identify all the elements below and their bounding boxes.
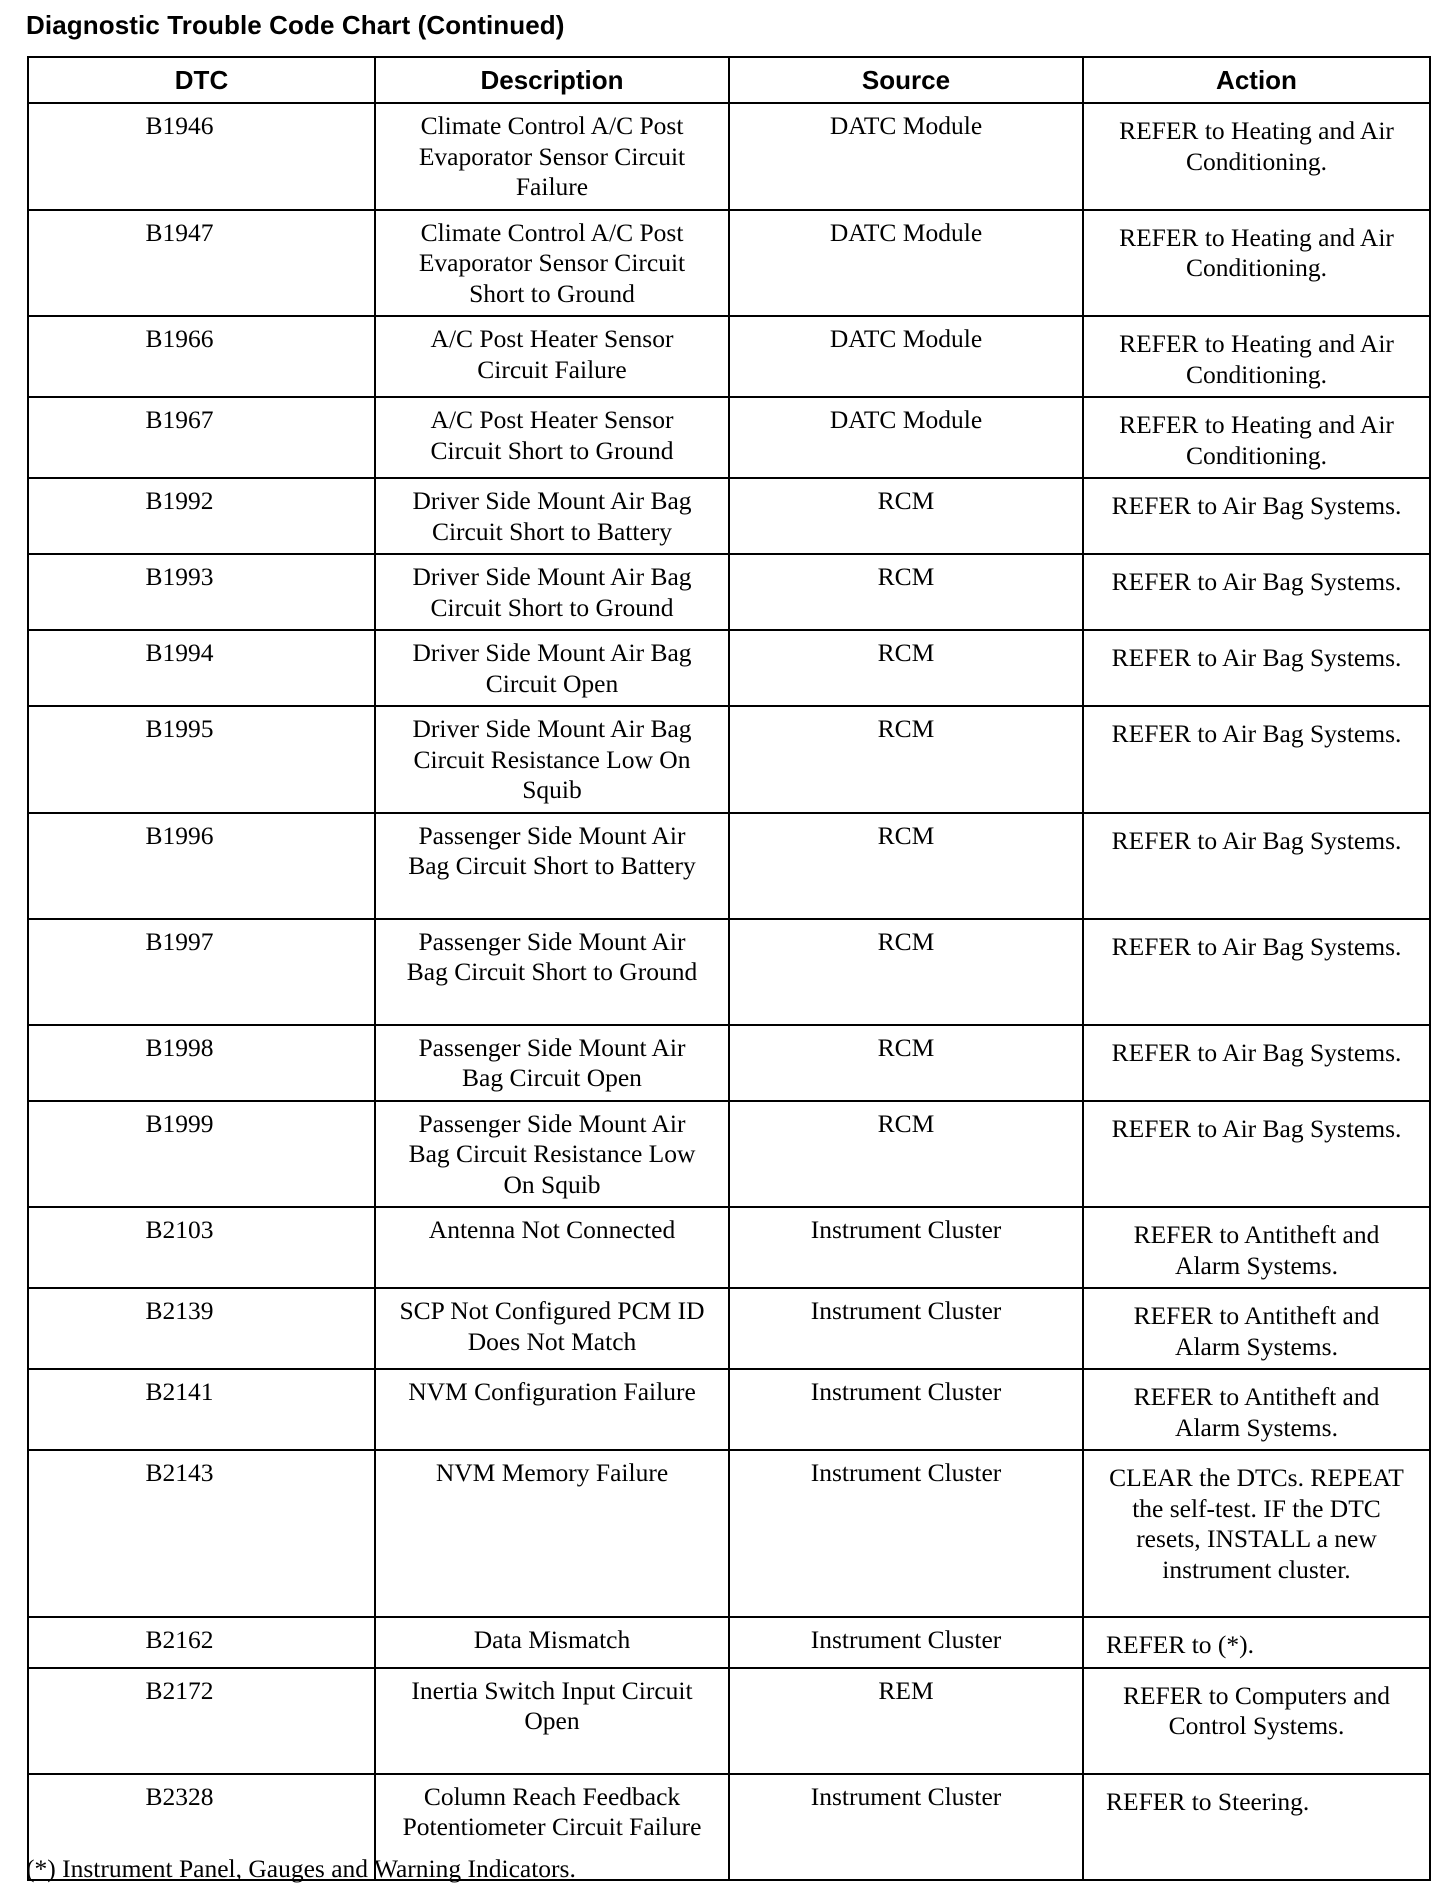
dtc-table xyxy=(27,56,1431,1881)
table-row xyxy=(28,1668,1430,1774)
dtc-action: REFER to Air Bag Systems. xyxy=(1083,706,1430,813)
dtc-code: B2328 xyxy=(28,1774,375,1880)
dtc-source: Instrument Cluster xyxy=(729,1774,1083,1880)
dtc-action: REFER to Air Bag Systems. xyxy=(1083,554,1430,630)
dtc-code: B1995 xyxy=(28,706,375,813)
dtc-source: Instrument Cluster xyxy=(729,1450,1083,1617)
table-row xyxy=(28,706,1430,813)
table-row xyxy=(28,1207,1430,1288)
table-row xyxy=(28,1101,1430,1208)
dtc-description: A/C Post Heater Sensor Circuit Failure xyxy=(375,316,729,397)
dtc-description: A/C Post Heater Sensor Circuit Short to Ground xyxy=(375,397,729,478)
dtc-action: CLEAR the DTCs. REPEAT the self-test. IF the DTC resets, INSTALL a new instrument cluster. xyxy=(1083,1450,1430,1617)
table-row xyxy=(28,630,1430,706)
dtc-code: B2139 xyxy=(28,1288,375,1369)
dtc-code: B2172 xyxy=(28,1668,375,1774)
table-row xyxy=(28,919,1430,1025)
footnote: (*) Instrument Panel, Gauges and Warning Indicators. xyxy=(26,1854,576,1883)
dtc-description: Passenger Side Mount Air Bag Circuit Short to Battery xyxy=(375,813,729,919)
dtc-code: B1967 xyxy=(28,397,375,478)
dtc-description: Driver Side Mount Air Bag Circuit Short to Battery xyxy=(375,478,729,554)
dtc-description: Column Reach Feedback Potentiometer Circuit Failure xyxy=(375,1774,729,1880)
page-title: Diagnostic Trouble Code Chart (Continued) xyxy=(26,10,565,40)
dtc-code: B1993 xyxy=(28,554,375,630)
dtc-description: Driver Side Mount Air Bag Circuit Resistance Low On Squib xyxy=(375,706,729,813)
dtc-description: Data Mismatch xyxy=(375,1617,729,1668)
dtc-code: B1966 xyxy=(28,316,375,397)
dtc-description: Passenger Side Mount Air Bag Circuit Resistance Low On Squib xyxy=(375,1101,729,1208)
dtc-code: B1996 xyxy=(28,813,375,919)
dtc-source: Instrument Cluster xyxy=(729,1207,1083,1288)
dtc-description: Driver Side Mount Air Bag Circuit Short to Ground xyxy=(375,554,729,630)
dtc-code: B2141 xyxy=(28,1369,375,1450)
dtc-description: Driver Side Mount Air Bag Circuit Open xyxy=(375,630,729,706)
dtc-code: B1947 xyxy=(28,210,375,317)
dtc-source: RCM xyxy=(729,706,1083,813)
dtc-action: REFER to Antitheft and Alarm Systems. xyxy=(1083,1207,1430,1288)
dtc-action: REFER to Heating and Air Conditioning. xyxy=(1083,397,1430,478)
table-row xyxy=(28,316,1430,397)
dtc-code: B1997 xyxy=(28,919,375,1025)
dtc-description: Antenna Not Connected xyxy=(375,1207,729,1288)
header-description: Description xyxy=(375,57,729,103)
dtc-source: RCM xyxy=(729,1025,1083,1101)
table-row xyxy=(28,554,1430,630)
dtc-action: REFER to Heating and Air Conditioning. xyxy=(1083,103,1430,210)
dtc-code: B2162 xyxy=(28,1617,375,1668)
dtc-source: Instrument Cluster xyxy=(729,1617,1083,1668)
dtc-source: DATC Module xyxy=(729,210,1083,317)
dtc-description: Climate Control A/C Post Evaporator Sensor Circuit Short to Ground xyxy=(375,210,729,317)
dtc-code: B1992 xyxy=(28,478,375,554)
dtc-action: REFER to Antitheft and Alarm Systems. xyxy=(1083,1369,1430,1450)
table-row xyxy=(28,1450,1430,1617)
table-header-row xyxy=(28,57,1430,103)
dtc-action: REFER to Air Bag Systems. xyxy=(1083,1101,1430,1208)
table-row xyxy=(28,813,1430,919)
dtc-action: REFER to Antitheft and Alarm Systems. xyxy=(1083,1288,1430,1369)
dtc-action: REFER to Air Bag Systems. xyxy=(1083,478,1430,554)
dtc-description: Passenger Side Mount Air Bag Circuit Open xyxy=(375,1025,729,1101)
table-row xyxy=(28,1288,1430,1369)
dtc-source: Instrument Cluster xyxy=(729,1369,1083,1450)
dtc-code: B1946 xyxy=(28,103,375,210)
dtc-code: B2143 xyxy=(28,1450,375,1617)
dtc-code: B2103 xyxy=(28,1207,375,1288)
dtc-source: RCM xyxy=(729,630,1083,706)
dtc-source: RCM xyxy=(729,554,1083,630)
dtc-source: RCM xyxy=(729,919,1083,1025)
dtc-source: Instrument Cluster xyxy=(729,1288,1083,1369)
dtc-action: REFER to Air Bag Systems. xyxy=(1083,813,1430,919)
dtc-action: REFER to (*). xyxy=(1083,1617,1430,1668)
dtc-action: REFER to Steering. xyxy=(1083,1774,1430,1880)
dtc-description: SCP Not Configured PCM ID Does Not Match xyxy=(375,1288,729,1369)
table-row xyxy=(28,1369,1430,1450)
dtc-source: RCM xyxy=(729,478,1083,554)
table-row xyxy=(28,103,1430,210)
dtc-description: Climate Control A/C Post Evaporator Sensor Circuit Failure xyxy=(375,103,729,210)
table-row xyxy=(28,397,1430,478)
dtc-source: RCM xyxy=(729,813,1083,919)
dtc-action: REFER to Heating and Air Conditioning. xyxy=(1083,210,1430,317)
dtc-action: REFER to Heating and Air Conditioning. xyxy=(1083,316,1430,397)
table-row xyxy=(28,1617,1430,1668)
dtc-code: B1994 xyxy=(28,630,375,706)
table-row xyxy=(28,1025,1430,1101)
dtc-source: DATC Module xyxy=(729,397,1083,478)
header-source: Source xyxy=(729,57,1083,103)
dtc-code: B1999 xyxy=(28,1101,375,1208)
dtc-action: REFER to Air Bag Systems. xyxy=(1083,630,1430,706)
dtc-source: RCM xyxy=(729,1101,1083,1208)
header-dtc: DTC xyxy=(28,57,375,103)
dtc-source: DATC Module xyxy=(729,316,1083,397)
dtc-description: Inertia Switch Input Circuit Open xyxy=(375,1668,729,1774)
dtc-action: REFER to Air Bag Systems. xyxy=(1083,919,1430,1025)
dtc-description: NVM Memory Failure xyxy=(375,1450,729,1617)
dtc-action: REFER to Air Bag Systems. xyxy=(1083,1025,1430,1101)
header-action: Action xyxy=(1083,57,1430,103)
dtc-source: REM xyxy=(729,1668,1083,1774)
dtc-description: NVM Configuration Failure xyxy=(375,1369,729,1450)
dtc-action: REFER to Computers and Control Systems. xyxy=(1083,1668,1430,1774)
table-row xyxy=(28,478,1430,554)
dtc-description: Passenger Side Mount Air Bag Circuit Short to Ground xyxy=(375,919,729,1025)
dtc-code: B1998 xyxy=(28,1025,375,1101)
table-row xyxy=(28,210,1430,317)
dtc-source: DATC Module xyxy=(729,103,1083,210)
